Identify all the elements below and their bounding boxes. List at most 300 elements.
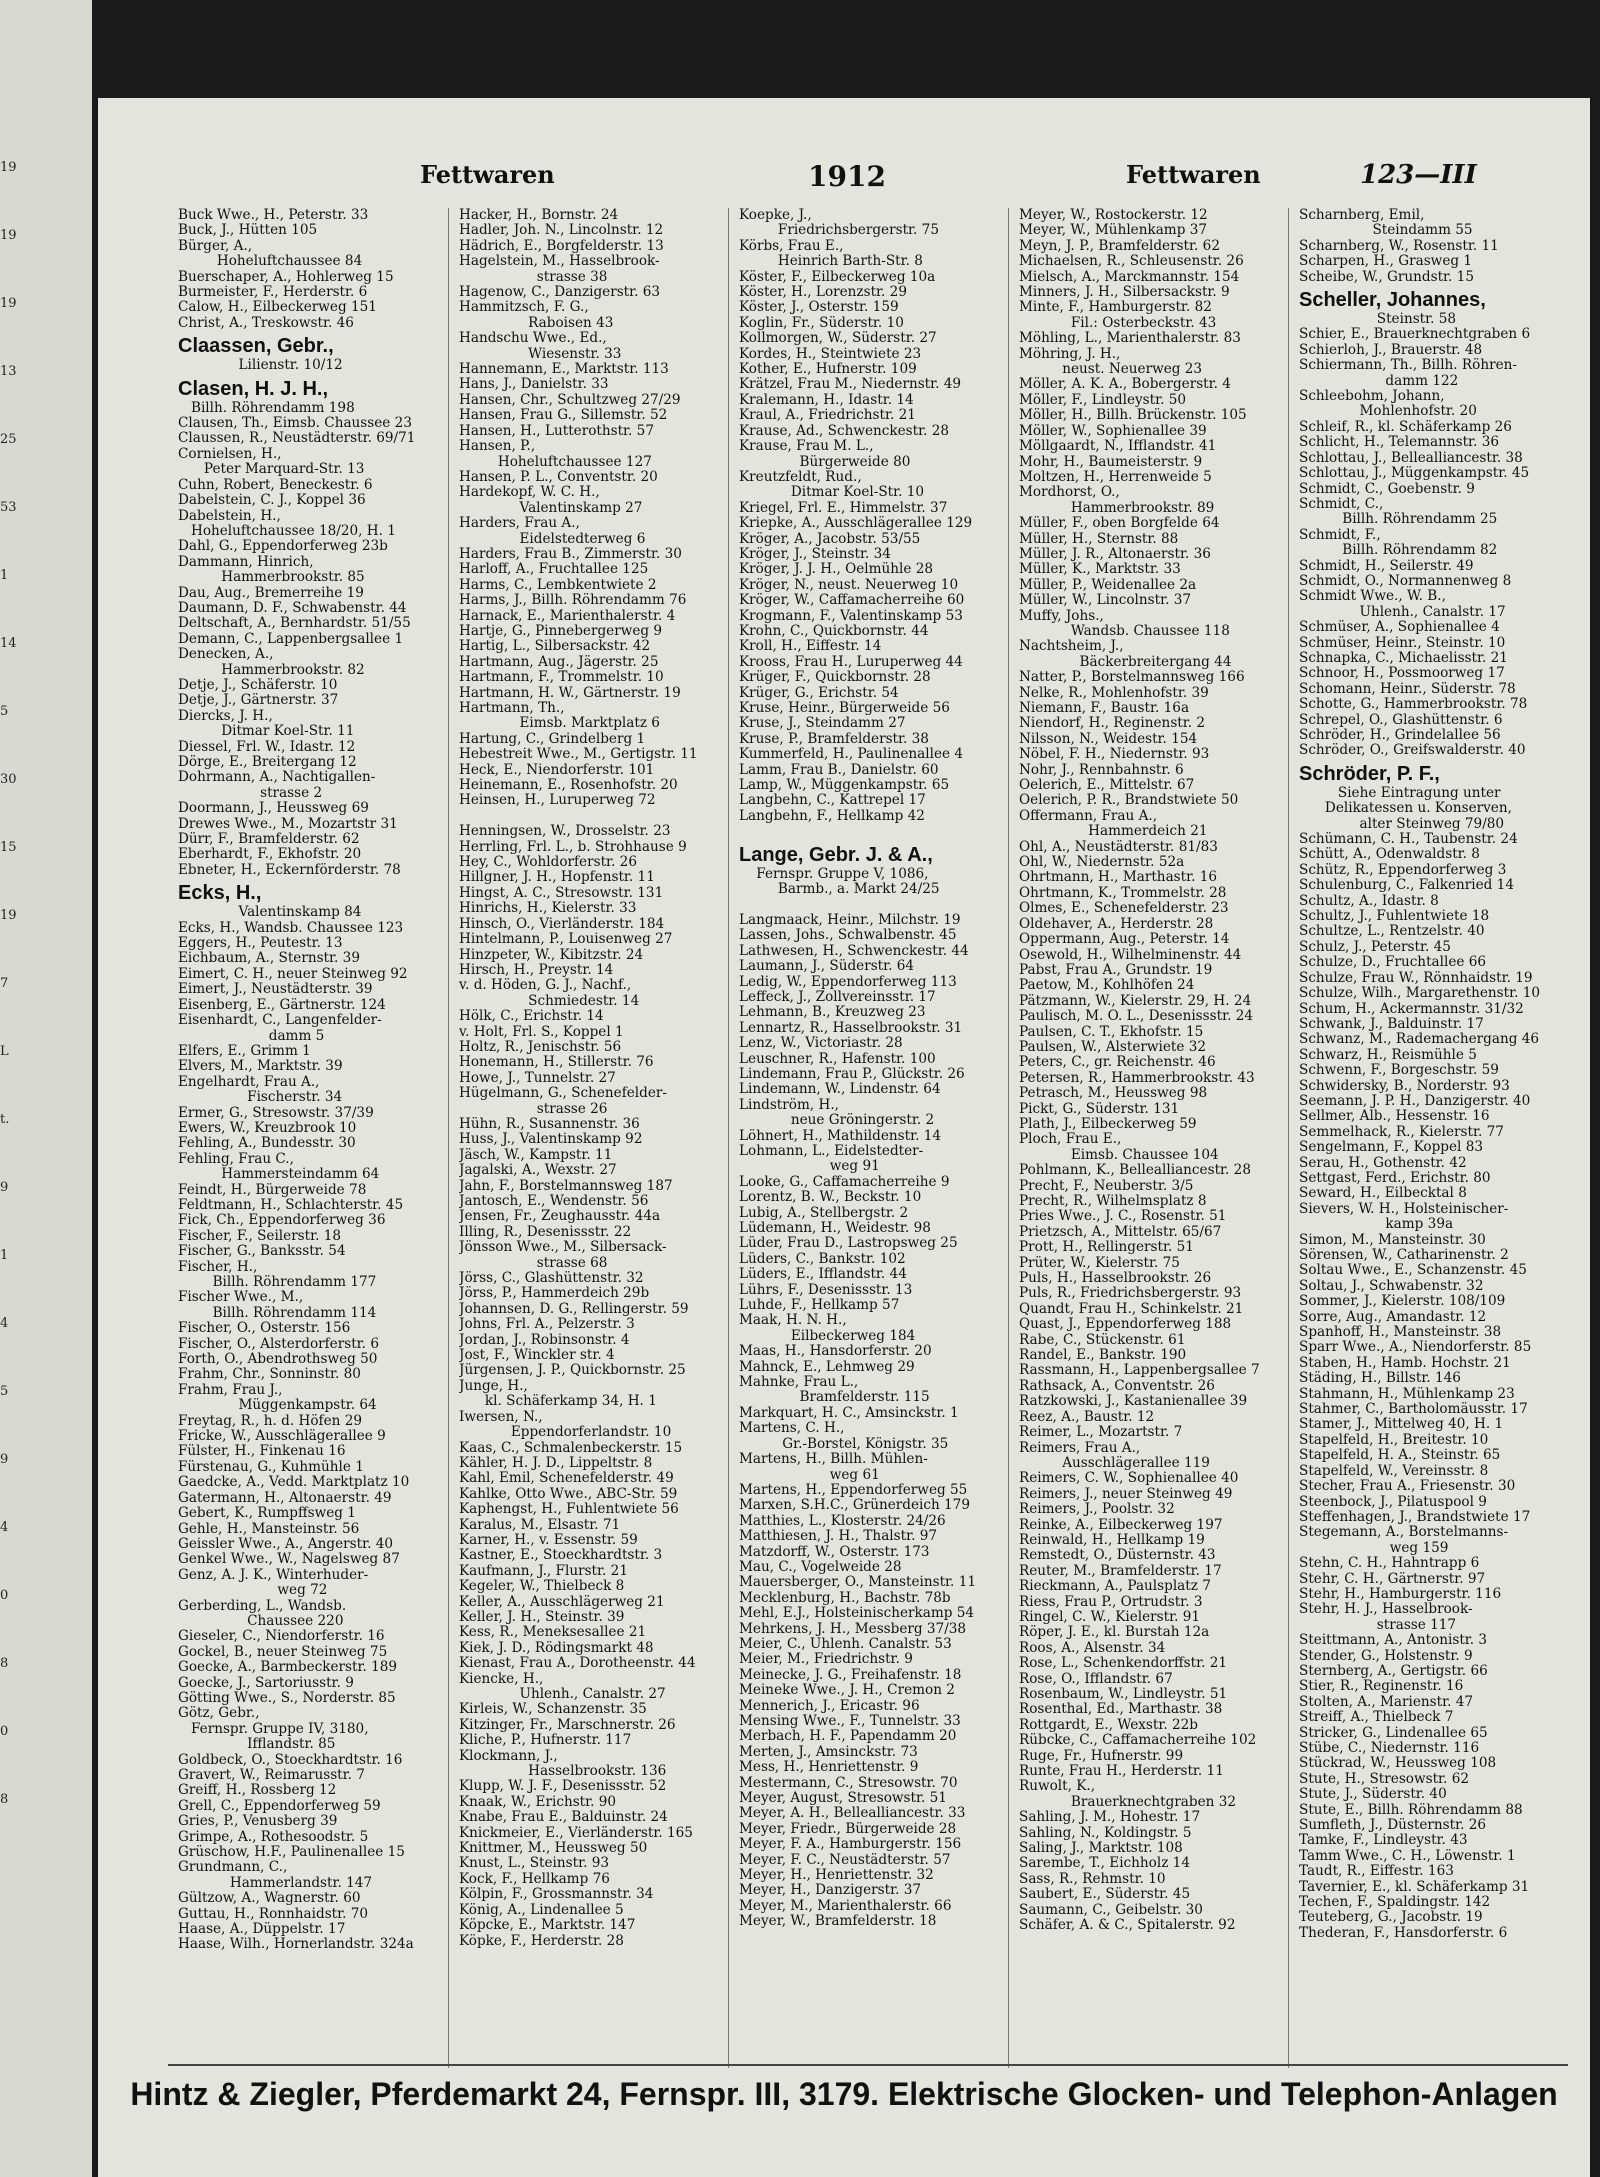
directory-entry: Fil.: Osterbeckstr. 43: [1019, 315, 1217, 331]
directory-entry: Gerberding, L., Wandsb.: [178, 1598, 347, 1614]
margin-mark: 4: [0, 1316, 9, 1331]
directory-entry: Krause, Ad., Schwenckestr. 28: [739, 423, 950, 439]
directory-entry: Kröger, J., Steinstr. 34: [739, 546, 891, 562]
margin-mark: 19: [0, 160, 17, 175]
directory-entry: Techen, F., Spaldingstr. 142: [1299, 1895, 1491, 1911]
directory-entry: Krätzel, Frau M., Niedernstr. 49: [739, 377, 962, 393]
directory-entry: Stapelfeld, H. A., Steinstr. 65: [1299, 1448, 1501, 1464]
directory-entry: Prietzsch, A., Mittelstr. 65/67: [1019, 1224, 1222, 1240]
margin-mark: t.: [0, 1112, 10, 1127]
directory-entry: Kröger, N., neust. Neuerweg 10: [739, 577, 959, 593]
directory-entry: Mess, H., Henriettenstr. 9: [739, 1760, 919, 1776]
directory-entry: strasse 117: [1299, 1617, 1457, 1633]
directory-entry: Lindström, H.,: [739, 1097, 839, 1113]
directory-entry: Schütz, R., Eppendorferweg 3: [1299, 862, 1507, 878]
directory-entry: Dau, Aug., Bremerreihe 19: [178, 585, 364, 601]
directory-entry: Köster, F., Eilbeckerweg 10a: [739, 269, 936, 285]
directory-entry: Kastner, E., Stoeckhardtstr. 3: [459, 1548, 663, 1564]
directory-entry: Stegemann, A., Borstelmanns-: [1299, 1525, 1509, 1541]
directory-entry: Ditmar Koel-Str. 11: [178, 724, 355, 740]
directory-entry: Schmidt, O., Normannenweg 8: [1299, 573, 1512, 589]
page-number: 123—III: [1360, 160, 1477, 190]
directory-entry: Hügelmann, G., Schenefelder-: [459, 1086, 667, 1102]
directory-entry: Elfers, E., Grimm 1: [178, 1043, 311, 1059]
directory-entry: Kummerfeld, H., Paulinenallee 4: [739, 747, 964, 763]
directory-entry: Saling, J., Marktstr. 108: [1019, 1841, 1183, 1857]
directory-entry: Gehle, H., Mansteinstr. 56: [178, 1521, 360, 1537]
directory-entry: Hirsch, H., Preystr. 14: [459, 962, 614, 978]
directory-entry: Schmüser, A., Sophienallee 4: [1299, 620, 1500, 636]
directory-entry: Köster, J., Osterstr. 159: [739, 300, 899, 316]
directory-entry: Fischer, O., Osterstr. 156: [178, 1321, 351, 1337]
directory-entry: Hammerbrookstr. 85: [178, 570, 365, 586]
directory-entry: Meyn, J. P., Bramfelderstr. 62: [1019, 238, 1220, 254]
directory-entry: Taudt, R., Eiffestr. 163: [1299, 1864, 1454, 1880]
directory-entry: Niendorf, H., Reginenstr. 2: [1019, 716, 1206, 732]
directory-entry: Stamer, J., Mittelweg 40, H. 1: [1299, 1417, 1504, 1433]
directory-entry: Luhde, F., Hellkamp 57: [739, 1298, 900, 1314]
directory-entry: Hintelmann, P., Louisenweg 27: [459, 932, 673, 948]
directory-entry: Knabe, Frau E., Balduinstr. 24: [459, 1810, 668, 1826]
directory-entry: Ledig, W., Eppendorferweg 113: [739, 974, 957, 990]
directory-entry: Gravert, W., Reimarusstr. 7: [178, 1768, 365, 1783]
directory-entry: Buck Wwe., H., Peterstr. 33: [178, 208, 369, 223]
directory-entry: Meineke Wwe., J. H., Cremon 2: [739, 1683, 955, 1699]
directory-entry: Martens, H., Eppendorferweg 55: [739, 1482, 968, 1498]
directory-columns: [168, 208, 1568, 2068]
directory-entry: Brauerknechtgraben 32: [1019, 1794, 1237, 1810]
directory-entry: Greiff, H., Rossberg 12: [178, 1783, 337, 1799]
directory-entry: Lüdemann, H., Weidestr. 98: [739, 1221, 931, 1236]
directory-entry: Geissler Wwe., A., Angerstr. 40: [178, 1536, 394, 1552]
directory-entry: Nilsson, N., Weidestr. 154: [1019, 731, 1198, 747]
directory-entry: Röper, J. E., kl. Burstah 12a: [1019, 1625, 1210, 1641]
directory-entry: Kitzinger, Fr., Marschnerstr. 26: [459, 1717, 676, 1733]
directory-entry: Olmes, E., Schenefelderstr. 23: [1019, 901, 1229, 917]
directory-entry: Ruwolt, K.,: [1019, 1779, 1096, 1795]
directory-entry: Billh. Röhrendamm 198: [178, 400, 355, 416]
directory-entry: Kriepke, A., Ausschlägerallee 129: [739, 516, 973, 532]
directory-entry: Kordes, H., Steintwiete 23: [739, 346, 922, 362]
directory-entry: Merbach, H. F., Papendamm 20: [739, 1729, 957, 1745]
directory-entry: Pohlmann, K., Bellealliancestr. 28: [1019, 1163, 1251, 1179]
directory-entry: Hammitzsch, F. G.,: [459, 300, 589, 316]
directory-entry: Rosenbaum, W., Lindleystr. 51: [1019, 1687, 1228, 1702]
directory-entry: Schwidersky, B., Norderstr. 93: [1299, 1078, 1510, 1094]
directory-entry: Sternberg, A., Gertigstr. 66: [1299, 1663, 1488, 1679]
directory-entry: Hinsch, O., Vierländerstr. 184: [459, 916, 665, 932]
directory-entry: Petersen, R., Hammerbrookstr. 43: [1019, 1070, 1255, 1086]
directory-entry: Hinzpeter, W., Kibitzstr. 24: [459, 947, 644, 963]
directory-entry: Thederan, F., Hansdorferstr. 6: [1299, 1925, 1508, 1941]
directory-entry: Kegeler, W., Thielbeck 8: [459, 1579, 625, 1595]
directory-entry: Gültzow, A., Wagnerstr. 60: [178, 1891, 361, 1907]
directory-entry: Meier, C., Uhlenh. Canalstr. 53: [739, 1636, 952, 1652]
margin-mark: 15: [0, 840, 17, 855]
directory-entry: Schmiedestr. 14: [459, 993, 640, 1009]
directory-entry: Sörensen, W., Catharinenstr. 2: [1299, 1248, 1509, 1263]
directory-entry: Rassmann, H., Lappenbergsallee 7: [1019, 1363, 1260, 1379]
directory-entry: Schwarz, H., Reismühle 5: [1299, 1047, 1477, 1063]
directory-entry: Eimert, C. H., neuer Steinweg 92: [178, 966, 408, 982]
directory-entry: neust. Neuerweg 23: [1019, 362, 1203, 378]
directory-entry: Ruge, Fr., Hufnerstr. 99: [1019, 1748, 1184, 1764]
directory-entry: Möller, H., Billh. Brückenstr. 105: [1019, 408, 1247, 424]
directory-entry: Hammerbrookstr. 82: [178, 662, 365, 678]
directory-entry: Natter, P., Borstelmannsweg 166: [1019, 670, 1245, 686]
directory-entry: v. d. Höden, G. J., Nachf.,: [459, 978, 632, 994]
directory-entry: Delikatessen u. Konserven,: [1299, 801, 1512, 817]
directory-entry: Randel, E., Bankstr. 190: [1019, 1348, 1187, 1364]
directory-entry: Stricker, G., Lindenallee 65: [1299, 1725, 1488, 1741]
directory-entry: Martens, H., Billh. Mühlen-: [739, 1452, 928, 1468]
directory-entry: Grüschow, H.F., Paulinenallee 15: [178, 1845, 405, 1861]
directory-entry: Ratzkowski, J., Kastanienallee 39: [1019, 1394, 1248, 1410]
directory-entry: Harnack, E., Marienthalerstr. 4: [459, 608, 676, 624]
directory-entry: Schwank, J., Balduinstr. 17: [1299, 1016, 1484, 1032]
directory-entry: Keller, J. H., Steinstr. 39: [459, 1609, 625, 1625]
directory-entry: Herrling, Frl. L., b. Strohhause 9: [459, 839, 687, 855]
directory-entry: Schlottau, J., Müggenkampstr. 45: [1299, 466, 1530, 482]
directory-entry: Oelerich, P. R., Brandstwiete 50: [1019, 793, 1239, 809]
directory-entry: Hansen, H., Lutterothstr. 57: [459, 423, 654, 439]
directory-entry: Johns, Frl. A., Pelzerstr. 3: [459, 1317, 635, 1333]
directory-entry: Hartung, C., Grindelberg 1: [459, 731, 646, 747]
directory-entry: Reimers, C. W., Sophienallee 40: [1019, 1471, 1239, 1487]
directory-entry: Guttau, H., Ronnhaidstr. 70: [178, 1906, 369, 1922]
directory-entry: Saubert, E., Süderstr. 45: [1019, 1887, 1191, 1903]
directory-entry: Stehn, C. H., Hahntrapp 6: [1299, 1556, 1480, 1572]
directory-entry: Lüders, E., Ifflandstr. 44: [739, 1267, 907, 1283]
directory-entry: Reimer, L., Mozartstr. 7: [1019, 1425, 1183, 1441]
directory-entry: Plath, J., Eilbeckerweg 59: [1019, 1116, 1197, 1132]
directory-entry: Reimers, J., Poolstr. 32: [1019, 1502, 1175, 1518]
directory-entry: Keller, A., Ausschlägerweg 21: [459, 1594, 665, 1610]
directory-entry: Rose, O., Ifflandstr. 67: [1019, 1671, 1173, 1687]
directory-entry: Kröger, J. J. H., Oelmühle 28: [739, 562, 934, 578]
directory-entry: Grundmann, C.,: [178, 1860, 288, 1876]
margin-mark: 19: [0, 296, 17, 311]
directory-entry: strasse 2: [178, 785, 323, 801]
directory-entry: Kiencke, H.,: [459, 1671, 544, 1687]
directory-entry: Meyer, Friedr., Bürgerweide 28: [739, 1821, 957, 1837]
directory-entry: Billh. Röhrendamm 25: [1299, 512, 1498, 528]
directory-entry: Lindemann, Frau P., Glückstr. 26: [739, 1066, 965, 1082]
directory-entry: Paulisch, M. O. L., Desenissstr. 24: [1019, 1009, 1254, 1025]
directory-entry: Karner, H., v. Essenstr. 59: [459, 1532, 638, 1548]
directory-entry: Kahl, Emil, Schenefelderstr. 49: [459, 1471, 674, 1487]
directory-entry: Prüter, W., Kielerstr. 75: [1019, 1255, 1180, 1271]
directory-entry: Fürstenau, G., Kuhmühle 1: [178, 1459, 364, 1475]
directory-entry: Fehling, Frau C.,: [178, 1151, 294, 1167]
directory-entry: Osewold, H., Wilhelminenstr. 44: [1019, 947, 1242, 963]
column-3: [728, 208, 1008, 2068]
directory-entry: Kralemann, H., Idastr. 14: [739, 392, 914, 408]
directory-entry: Schäfer, A. & C., Spitalerstr. 92: [1019, 1918, 1236, 1934]
directory-entry: Matzdorff, W., Osterstr. 173: [739, 1544, 930, 1560]
directory-entry: Jörss, C., Glashüttenstr. 32: [459, 1271, 644, 1287]
directory-entry: Schleebohm, Johann,: [1299, 389, 1445, 405]
directory-entry: Frahm, Frau J.,: [178, 1382, 283, 1398]
directory-entry: Stapelfeld, H., Breitestr. 10: [1299, 1432, 1489, 1448]
directory-entry: Illing, R., Desenissstr. 22: [459, 1224, 632, 1240]
directory-entry: Krohn, C., Quickbornstr. 44: [739, 623, 929, 639]
directory-entry: Hagenow, C., Danzigerstr. 63: [459, 285, 661, 301]
directory-entry: Eimsb. Chaussee 104: [1019, 1147, 1219, 1163]
directory-entry: Hannemann, E., Marktstr. 113: [459, 362, 669, 378]
directory-entry: weg 72: [178, 1583, 328, 1599]
directory-entry: Bürgerweide 80: [739, 454, 911, 470]
directory-entry: Müller, J. R., Altonaerstr. 36: [1019, 546, 1211, 562]
directory-entry: Lüder, Frau D., Lastropsweg 25: [739, 1236, 958, 1252]
directory-entry: Städing, H., Billstr. 146: [1299, 1371, 1461, 1387]
directory-entry: Schulz, J., Peterstr. 45: [1299, 939, 1451, 955]
directory-entry: Meyer, F. C., Neustädterstr. 57: [739, 1852, 951, 1868]
directory-entry: Sengelmann, F., Koppel 83: [1299, 1140, 1484, 1156]
directory-entry: Reimers, Frau A.,: [1019, 1440, 1141, 1456]
directory-entry: Heinemann, E., Rosenhofstr. 20: [459, 778, 678, 794]
directory-entry: Knittmer, M., Heussweg 50: [459, 1841, 648, 1857]
directory-entry: Hansen, Chr., Schultzweg 27/29: [459, 392, 681, 408]
directory-entry: Schulze, Frau W., Rönnhaidstr. 19: [1299, 970, 1533, 986]
directory-entry: Ausschlägerallee 119: [1019, 1455, 1210, 1471]
directory-entry: Hoheluftchaussee 127: [459, 454, 652, 470]
directory-entry: Lilienstr. 10/12: [178, 358, 343, 374]
directory-entry: Nelke, R., Mohlenhofstr. 39: [1019, 685, 1209, 701]
directory-entry: Hey, C., Wohldorferstr. 26: [459, 855, 637, 871]
directory-entry: Meyer, W., Bramfelderstr. 18: [739, 1914, 937, 1930]
directory-entry: Dohrmann, A., Nachtigallen-: [178, 770, 376, 786]
directory-entry: Hansen, P. L., Conventstr. 20: [459, 469, 658, 485]
directory-entry: Genkel Wwe., W., Nagelsweg 87: [178, 1552, 400, 1568]
directory-entry: Seward, H., Eilbecktal 8: [1299, 1186, 1467, 1202]
directory-entry: Fernspr. Gruppe IV, 3180,: [178, 1721, 369, 1737]
directory-entry: Valentinskamp 84: [178, 905, 362, 921]
directory-entry: Billh. Röhrendamm 82: [1299, 543, 1498, 559]
directory-entry: Hadler, Joh. N., Lincolnstr. 12: [459, 223, 664, 239]
directory-entry: Mennerich, J., Ericastr. 96: [739, 1698, 920, 1714]
margin-mark: 9: [0, 1180, 9, 1195]
margin-mark: 5: [0, 704, 9, 719]
column-5: [1288, 208, 1568, 2068]
directory-entry: Köpke, F., Herderstr. 28: [459, 1933, 624, 1949]
directory-entry: Paulsen, W., Alsterwiete 32: [1019, 1039, 1207, 1055]
directory-entry: [739, 897, 1000, 912]
directory-entry: Jost, F., Winckler str. 4: [459, 1348, 615, 1364]
directory-entry: Jensen, Fr., Zeughausstr. 44a: [459, 1209, 661, 1225]
directory-entry: Rathsack, A., Conventstr. 26: [1019, 1378, 1215, 1394]
directory-entry: Meyer, H., Henriettenstr. 32: [739, 1868, 934, 1884]
directory-entry: Cuhn, Robert, Beneckestr. 6: [178, 477, 373, 493]
directory-entry: Paetow, M., Kohlhöfen 24: [1019, 978, 1195, 994]
directory-entry: Schleif, R., kl. Schäferkamp 26: [1299, 419, 1512, 435]
directory-entry: Rottgardt, E., Wexstr. 22b: [1019, 1717, 1199, 1733]
directory-entry: Ebneter, H., Eckernförderstr. 78: [178, 862, 401, 878]
directory-entry: Howe, J., Tunnelstr. 27: [459, 1070, 616, 1086]
directory-entry: Schomann, Heinr., Süderstr. 78: [1299, 681, 1516, 697]
directory-entry: Eichbaum, A., Sternstr. 39: [178, 951, 360, 967]
directory-entry: Stecher, Frau A., Friesenstr. 30: [1299, 1479, 1516, 1495]
directory-entry: Precht, R., Wilhelmsplatz 8: [1019, 1194, 1207, 1209]
directory-entry: Heinrich Barth-Str. 8: [739, 254, 923, 270]
directory-entry: Lindemann, W., Lindenstr. 64: [739, 1082, 941, 1098]
directory-entry: Niemann, F., Baustr. 16a: [1019, 701, 1190, 716]
directory-entry: Tamke, F., Lindleystr. 43: [1299, 1833, 1468, 1849]
directory-entry: Stender, G., Holstenstr. 9: [1299, 1648, 1473, 1664]
directory-heading: Schröder, P. F.,: [1299, 762, 1440, 785]
directory-entry: Schlottau, J., Bellealliancestr. 38: [1299, 450, 1523, 466]
directory-entry: Fischer, G., Banksstr. 54: [178, 1244, 346, 1260]
directory-entry: Schümann, C. H., Taubenstr. 24: [1299, 832, 1518, 848]
directory-entry: Ditmar Koel-Str. 10: [739, 485, 925, 501]
directory-entry: Müller, F., oben Borgfelde 64: [1019, 516, 1220, 532]
margin-mark: 30: [0, 772, 17, 787]
directory-entry: Schröder, O., Greifswalderstr. 40: [1299, 743, 1526, 759]
directory-entry: Roos, A., Alsenstr. 34: [1019, 1640, 1166, 1656]
directory-entry: kl. Schäferkamp 34, H. 1: [459, 1394, 657, 1410]
directory-entry: Seemann, J. P. H., Danzigerstr. 40: [1299, 1093, 1531, 1109]
directory-entry: Pätzmann, W., Kielerstr. 29, H. 24: [1019, 993, 1252, 1009]
directory-entry: Forth, O., Abendrothsweg 50: [178, 1352, 378, 1368]
directory-entry: Heinsen, H., Luruperweg 72: [459, 793, 656, 809]
directory-entry: Stehr, C. H., Gärtnerstr. 97: [1299, 1571, 1486, 1587]
directory-entry: Tamm Wwe., C. H., Löwenstr. 1: [1299, 1848, 1516, 1864]
directory-entry: Kähler, H. J. D., Lippeltstr. 8: [459, 1455, 653, 1471]
directory-heading: Scheller, Johannes,: [1299, 289, 1486, 312]
header-category-left: Fettwaren: [420, 160, 555, 189]
directory-entry: Jagalski, A., Wexstr. 27: [459, 1163, 617, 1179]
directory-entry: Looke, G., Caffamacherreihe 9: [739, 1174, 950, 1190]
directory-entry: Hartmann, F., Trommelstr. 10: [459, 670, 664, 686]
directory-entry: Stute, J., Süderstr. 40: [1299, 1787, 1447, 1803]
directory-entry: Nachtsheim, J.,: [1019, 639, 1124, 655]
directory-entry: Uhlenh., Canalstr. 17: [1299, 604, 1506, 620]
directory-entry: Ploch, Frau E.,: [1019, 1132, 1122, 1148]
directory-entry: strasse 26: [459, 1101, 608, 1117]
margin-mark: 8: [0, 1792, 9, 1807]
directory-entry: Meyer, W., Mühlenkamp 37: [1019, 223, 1208, 239]
directory-entry: Ermer, G., Stresowstr. 37/39: [178, 1105, 374, 1121]
directory-entry: v. Holt, Frl. S., Koppel 1: [459, 1024, 624, 1040]
margin-mark: 19: [0, 908, 17, 923]
directory-entry: Schultz, J., Fuhlentwiete 18: [1299, 909, 1490, 925]
directory-entry: Serau, H., Gothenstr. 42: [1299, 1155, 1467, 1171]
directory-entry: Müggenkampstr. 64: [178, 1398, 377, 1414]
directory-entry: Pickt, G., Süderstr. 131: [1019, 1101, 1180, 1117]
directory-entry: Calow, H., Eilbeckerweg 151: [178, 300, 377, 316]
directory-entry: Hartmann, Th.,: [459, 701, 565, 716]
directory-entry: Ifflandstr. 85: [178, 1737, 336, 1753]
directory-entry: Langmaack, Heinr., Milchstr. 19: [739, 912, 961, 928]
directory-entry: Junge, H.,: [459, 1378, 528, 1394]
directory-entry: Puls, H., Hasselbrookstr. 26: [1019, 1271, 1212, 1287]
directory-entry: weg 91: [739, 1159, 880, 1175]
directory-entry: Schum, H., Ackermannstr. 31/32: [1299, 1001, 1524, 1017]
directory-entry: Eggers, H., Peutestr. 13: [178, 936, 343, 952]
directory-entry: Krogmann, F., Valentinskamp 53: [739, 608, 963, 624]
directory-entry: Valentinskamp 27: [459, 500, 643, 516]
directory-entry: neue Gröningerstr. 2: [739, 1113, 935, 1129]
directory-entry: Schmidt, F.,: [1299, 527, 1381, 543]
directory-entry: Goecke, J., Sartoriusstr. 9: [178, 1675, 354, 1691]
directory-entry: Schmidt, C.,: [1299, 496, 1384, 512]
directory-entry: Mehl, E.J., Holsteinischerkamp 54: [739, 1606, 975, 1622]
directory-entry: Gaedcke, A., Vedd. Marktplatz 10: [178, 1475, 410, 1491]
directory-entry: Kaufmann, J., Flurstr. 21: [459, 1563, 628, 1579]
directory-entry: Löhnert, H., Mathildenstr. 14: [739, 1128, 942, 1144]
directory-entry: Kaphengst, H., Fuhlentwiete 56: [459, 1502, 679, 1518]
margin-mark: 7: [0, 976, 9, 991]
directory-entry: Harders, Frau A.,: [459, 516, 580, 532]
directory-entry: Cornielsen, H.,: [178, 446, 282, 462]
directory-entry: Hansen, Frau G., Sillemstr. 52: [459, 408, 668, 424]
directory-entry: Reimers, J., neuer Steinweg 49: [1019, 1486, 1233, 1502]
directory-entry: Iwersen, N.,: [459, 1409, 543, 1425]
directory-entry: Siehe Eintragung unter: [1299, 785, 1501, 801]
directory-entry: weg 61: [739, 1467, 880, 1483]
directory-entry: Ohl, A., Neustädterstr. 81/83: [1019, 839, 1218, 855]
directory-entry: Runte, Frau H., Herderstr. 11: [1019, 1764, 1224, 1780]
directory-entry: Scheibe, W., Grundstr. 15: [1299, 269, 1474, 285]
directory-entry: Laumann, J., Süderstr. 64: [739, 959, 915, 975]
directory-entry: Uhlenh., Canalstr. 27: [459, 1687, 666, 1702]
directory-entry: Tavernier, E., kl. Schäferkamp 31: [1299, 1879, 1530, 1895]
directory-entry: Mestermann, C., Stresowstr. 70: [739, 1775, 958, 1791]
directory-entry: Michaelsen, R., Schleusenstr. 26: [1019, 254, 1244, 270]
margin-mark: 19: [0, 228, 17, 243]
directory-entry: Buck, J., Hütten 105: [178, 223, 318, 239]
directory-entry: Hartmann, H. W., Gärtnerstr. 19: [459, 685, 681, 701]
directory-entry: Reuter, M., Bramfelderstr. 17: [1019, 1563, 1222, 1579]
directory-entry: Jahn, F., Borstelmannsweg 187: [459, 1178, 673, 1194]
directory-entry: Steittmann, A., Antonistr. 3: [1299, 1633, 1488, 1649]
directory-entry: Eidelstedterweg 6: [459, 531, 646, 547]
column-4: [1008, 208, 1288, 2068]
directory-entry: damm 5: [178, 1028, 325, 1044]
directory-entry: Daumann, D. F., Schwabenstr. 44: [178, 600, 407, 616]
directory-entry: damm 122: [1299, 373, 1459, 389]
directory-entry: Detje, J., Gärtnerstr. 37: [178, 693, 339, 709]
directory-entry: Grell, C., Eppendorferweg 59: [178, 1798, 381, 1814]
footer-advertisement: Hintz & Ziegler, Pferdemarkt 24, Fernspr. III, 3179. Elektrische Glocken- und Telephon-Anlagen: [130, 2076, 1558, 2112]
directory-entry: Kröger, W., Caffamacherreihe 60: [739, 593, 965, 609]
directory-entry: Lehmann, B., Kreuzweg 23: [739, 1005, 926, 1021]
directory-entry: Doormann, J., Heussweg 69: [178, 801, 369, 817]
directory-entry: Langbehn, C., Kattrepel 17: [739, 793, 926, 809]
directory-entry: Fricke, W., Ausschlägerallee 9: [178, 1429, 386, 1445]
directory-entry: Schmüser, Heinr., Steinstr. 10: [1299, 635, 1506, 651]
directory-entry: Langbehn, F., Hellkamp 42: [739, 808, 925, 824]
directory-entry: Harms, C., Lembkentwiete 2: [459, 577, 657, 593]
directory-entry: Stahmann, H., Mühlenkamp 23: [1299, 1386, 1515, 1402]
directory-entry: Lüders, C., Bankstr. 102: [739, 1251, 906, 1267]
directory-entry: Deltschaft, A., Bernhardstr. 51/55: [178, 616, 411, 632]
directory-entry: Kruse, P., Bramfelderstr. 38: [739, 731, 929, 747]
directory-entry: Bäckerbreitergang 44: [1019, 654, 1232, 670]
directory-entry: Quast, J., Eppendorferweg 188: [1019, 1317, 1232, 1333]
margin-mark: 1: [0, 568, 9, 583]
directory-entry: Mehrkens, J. H., Messberg 37/38: [739, 1621, 967, 1637]
directory-entry: Stehr, H., Hamburgerstr. 116: [1299, 1586, 1502, 1602]
directory-entry: Stute, E., Billh. Röhrendamm 88: [1299, 1802, 1523, 1818]
margin-mark: 5: [0, 1384, 9, 1399]
directory-entry: Steindamm 55: [1299, 223, 1473, 239]
directory-entry: Jantosch, E., Wendenstr. 56: [459, 1194, 649, 1209]
page-header: [98, 160, 1590, 200]
directory-entry: Leuschner, R., Hafenstr. 100: [739, 1051, 936, 1067]
directory-entry: Schütt, A., Odenwaldstr. 8: [1299, 847, 1480, 863]
directory-entry: Jäsch, W., Kampstr. 11: [459, 1147, 613, 1163]
